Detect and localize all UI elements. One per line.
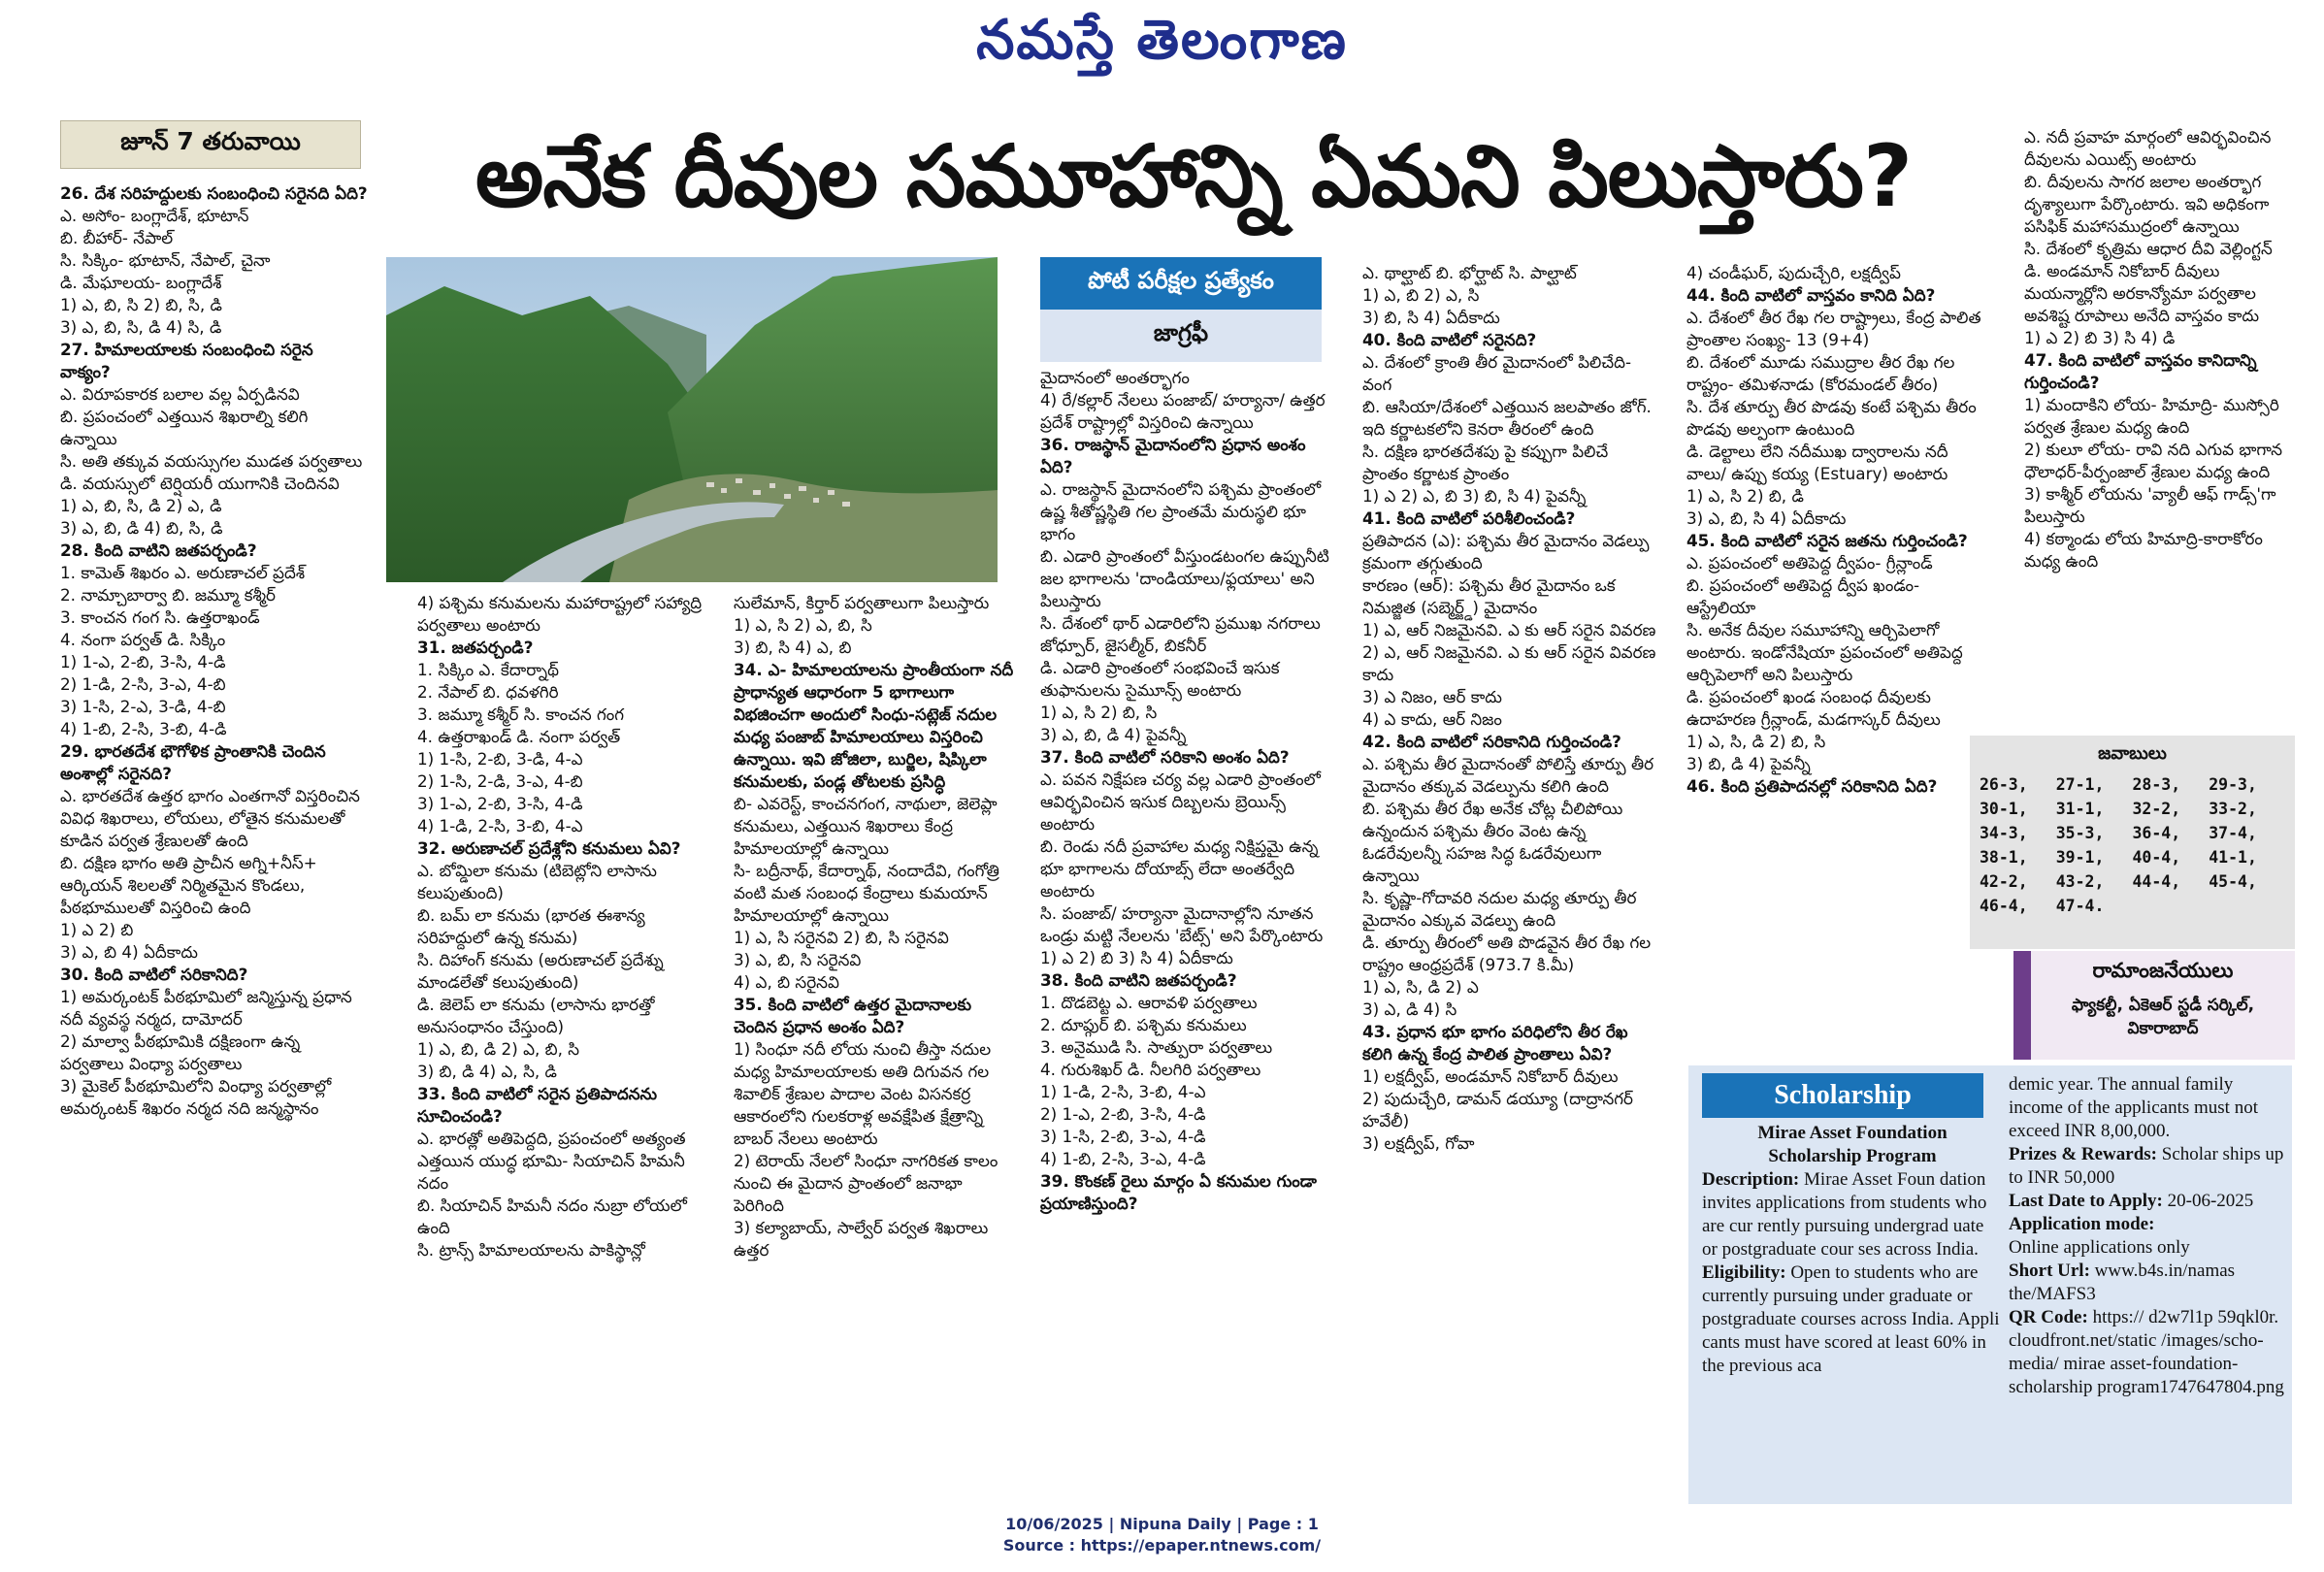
option-text: 1) ఎ 2) ఎ, బి 3) బి, సి 4) పైవన్నీ: [1362, 486, 1587, 506]
option-text: బి. ప్రపంచంలో అతిపెద్ద ద్వీప ఖండం- ఆస్ట్రేలియా: [1686, 575, 1920, 617]
scholarship-eligibility: [1702, 1261, 2003, 1378]
option-text: డి. తూర్పు తీరంలో అతి పొడవైన తీర రేఖ గల రాష్ట్రం ఆంధ్రప్రదేశ్ (973.7 కి.మీ): [1362, 933, 1652, 974]
option-text: 3) ఎ నిజం, ఆర్ కాదు: [1362, 687, 1502, 706]
scholarship-short-url: [2009, 1260, 2285, 1306]
option-text: 1) అమర్కంటక్ పీఠభూమిలో జన్మిస్తున్న ప్రధాన నదీ వ్యవస్థ నర్మద, దామోదర్: [60, 987, 352, 1029]
option-text: బి. బీహార్- నేపాల్: [60, 228, 174, 247]
option-text: 1) 1-సి, 2-బి, 3-డి, 4-ఎ: [417, 749, 583, 769]
option-text: 4) కఠ్మాండు లోయ హిమాద్రి-కారాకోరం మధ్య ఉంది: [2024, 529, 2263, 571]
question-text: 27. హిమాలయాలకు సంబంధించి సరైన వాక్యం?: [60, 340, 313, 381]
scholarship-title-line2: Scholarship Program: [1768, 1146, 1937, 1166]
answer-item: 26-3,: [1980, 775, 2028, 794]
option-text: ఎ. పశ్చిమ తీర మైదానంతో పోలిస్తే తూర్పు తీర మైదానం తక్కువ వెడల్పును కలిగి ఉంది: [1362, 754, 1654, 796]
option-text: ఎ. నదీ ప్రవాహ మార్గంలో ఆవిర్భవించిన దీవులను ఎయిట్స్ అంటారు: [2024, 127, 2272, 169]
option-text: ఎ. థాల్ఘాట్ బి. భోర్ఘాట్ సి. పాల్ఘాట్: [1362, 263, 1577, 282]
option-text: బి. దీవులను సాగర జలాల అంతర్భాగ దృశ్యాలుగా పేర్కొంటారు. ఇవి అధికంగా పసిఫిక్ మహాసముద్రంలో ఉన్నాయి: [2024, 172, 2270, 236]
question-text: 43. ప్రధాన భూ భాగం పరిధిలోని తీర రేఖ కలిగి ఉన్న కేంద్ర పాలిత ప్రాంతాలు ఏవి?: [1362, 1022, 1628, 1064]
description-label: Description:: [1702, 1169, 1800, 1190]
option-text: 3) ఎ, బి, డి 4) పైవన్నీ: [1040, 725, 1187, 744]
qr-code-link[interactable]: https:// d2w7l1p 59qkl0r. cloudfront.net/static /images/scho-media/ mirae asset-foundation-scholarship program1747647804.png: [2009, 1307, 2284, 1397]
option-text: బి. సియాచిన్ హిమనీ నదం నుబ్రా లోయలో ఉంది: [417, 1195, 687, 1237]
answer-item: 44-4,: [2132, 872, 2181, 891]
option-text: 1) ఎ, బి 2) ఎ, సి: [1362, 285, 1480, 305]
article-column-2: [417, 592, 708, 1533]
option-text: బి. ఆసియా/దేశంలో ఎత్తయిన జలపాతం జోగ్. ఇది కర్ణాటకలోని కెనరా తీరంలో ఉంది: [1362, 397, 1652, 439]
option-text: 3. కాంచన గంగ సి. ఉత్తరాఖండ్: [60, 607, 260, 627]
question-text: 46. కింది ప్రతిపాదనల్లో సరికానిది ఏది?: [1686, 776, 1938, 796]
option-text: బి. దేశంలో మూడు సముద్రాల తీర రేఖ గల రాష్ట్రం- తమిళనాడు (కోరమండల్ తీరం): [1686, 352, 1955, 394]
option-text: 4) 1-బి, 2-సి, 3-బి, 4-డి: [60, 719, 227, 738]
answer-item: 45-4,: [2209, 872, 2257, 891]
answer-item: 38-1,: [1980, 848, 2028, 867]
option-text: ఎ. రాజస్థాన్ మైదానంలోని పశ్చిమ ప్రాంతంలో ఉష్ణ శీతోష్ణస్థితి గల ప్రాంతమే మరుస్థలి భూ భాగం: [1040, 479, 1322, 543]
answer-item: 37-4,: [2209, 824, 2257, 842]
option-text: 3) మైకెల్ పీఠభూమిలోని వింధ్యా పర్వతాల్లో అమర్కంటక్ శిఖరం నర్మద నది జన్మస్థానం: [60, 1076, 332, 1118]
option-text: 2. నేపాల్ బి. ధవళగిరి: [417, 682, 559, 702]
author-name: రామాంజనేయులు: [2092, 959, 2234, 982]
answer-item: 32-2,: [2132, 800, 2181, 818]
option-text: 3) ఎ, బి, సి, డి 4) సి, డి: [60, 317, 222, 337]
description-text: Mirae Asset Foun dation invites applications from students who are cur rently pursuing undergrad uate or postgraduate cour ses across India.: [1702, 1169, 1987, 1260]
mode-text: Online applications only: [2009, 1237, 2190, 1258]
option-text: డి. ప్రపంచంలో ఖండ సంబంధ దీవులకు ఉదాహరణ గ్రీన్లాండ్, మడగాస్కర్ దీవులు: [1686, 687, 1941, 729]
option-text: సి. సిక్కిం- భూటాన్, నేపాల్, చైనా: [60, 250, 271, 270]
scholarship-prizes: [2009, 1143, 2285, 1190]
option-text: 1) 1-ఎ, 2-బి, 3-సి, 4-డి: [60, 652, 226, 671]
option-text: ఎ. బోమ్డిలా కనుమ (టిబెట్లోని లాసాను కలుపుతుంది): [417, 861, 657, 902]
option-text: బి- ఎవరెస్ట్, కాంచనగంగ, నాథులా, జెలెప్లా కనుమలు, ఎత్తయిన శిఖరాలు కేంద్ర హిమాలయాల్లో ఉన్నాయి: [734, 794, 998, 858]
answer-key-title: జవాబులు: [2098, 743, 2167, 764]
url-label: Short Url:: [2009, 1261, 2090, 1281]
option-text: 3) ఎ, డి 4) సి: [1362, 999, 1457, 1019]
answer-item: 36-4,: [2132, 824, 2181, 842]
answer-item: 33-2,: [2209, 800, 2257, 818]
option-text: 2) టెరాయ్ నేలలో సింధూ నాగరికత కాలం నుంచి ఈ మైదాన ప్రాంతంలో జనాభా పెరిగింది: [734, 1151, 998, 1215]
scholarship-mode: [2009, 1213, 2285, 1236]
question-text: 41. కింది వాటిలో పరిశీలించండి?: [1362, 508, 1576, 528]
option-text: 2) కులూ లోయ- రావి నది ఎగువ భాగాన ధౌలాధర్-పీర్పంజాల్ శ్రేణుల మధ్య ఉంది: [2024, 440, 2283, 481]
option-text: బి. బమ్ లా కనుమ (భారత ఈశాన్య సరిహద్దులో ఉన్న కనుమ): [417, 905, 645, 947]
question-text: 36. రాజస్థాన్ మైదానంలోని ప్రధాన అంశం ఏది?: [1040, 435, 1306, 476]
mode-label: Application mode:: [2009, 1214, 2155, 1234]
question-text: 45. కింది వాటిలో సరైన జతను గుర్తించండి?: [1686, 531, 1968, 550]
option-text: 3) 1-సి, 2-ఎ, 3-డి, 4-బి: [60, 697, 226, 716]
option-text: ఎ. దేశంలో తీర రేఖ గల రాష్ట్రాలు, కేంద్ర పాలిత ప్రాంతాల సంఖ్య- 13 (9+4): [1686, 308, 1981, 349]
option-text: బి. దక్షిణ భాగం అతి ప్రాచీన అగ్ని+నీస్+ ఆర్కియన్ శిలలతో నిర్మితమైన కొండలు, పీఠభూములతో విస్తరించి ఉంది: [60, 853, 317, 917]
answer-item: 29-3,: [2209, 775, 2257, 794]
scholarship-qr: [2009, 1306, 2285, 1399]
scholarship-box: [1688, 1065, 2292, 1504]
deadline-text: 20-06-2025: [2167, 1191, 2254, 1211]
option-text: సులేమాన్, కిర్తార్ పర్వతాలుగా పిలుస్తారు: [734, 593, 990, 612]
answer-item: 27-1,: [2055, 775, 2105, 794]
eligibility-text: Open to students who are currently pursuing under graduate or postgraduate courses across India. Appli cants must have scored at least 60% in the previous aca: [1702, 1262, 2000, 1376]
question-text: 34. ఎ- హిమాలయాలను ప్రాంతీయంగా నదీ ప్రాధాన్యత ఆధారంగా 5 భాగాలుగా విభజించగా అందులో సింధు-సట్లెజ్ నదుల మధ్య పంజాబ్ హిమాలయాలు విస్తరించి ఉన్నాయి. ఇవి జోజిలా, బుర్జిల, షిప్కిలా కనుమలకు, పండ్ల తోటలకు ప్రసిద్ధి: [734, 660, 1014, 791]
option-text: 3) ఎ, బి 4) ఏదీకాదు: [60, 942, 198, 962]
option-text: సి- బద్రీనాథ్, కేదార్నాథ్, నందాదేవి, గంగోత్రి వంటి మత సంబంధ కేంద్రాలు కుమయాన్ హిమాలయాల్లో ఉన్నాయి: [734, 861, 999, 925]
scholarship-deadline: [2009, 1190, 2285, 1213]
option-text: 3) బి, డి 4) ఎ, సి, డి: [417, 1062, 557, 1081]
answer-item: 43-2,: [2055, 872, 2105, 891]
question-text: 39. కొంకణ్ రైలు మార్గం ఏ కనుమల గుండా ప్రయాణిస్తుంది?: [1040, 1171, 1317, 1213]
option-text: 1) ఎ, బి, డి 2) ఎ, బి, సి: [417, 1039, 580, 1059]
option-text: 1) ఎ 2) బి 3) సి 4) ఏదీకాదు: [1040, 948, 1233, 967]
scholarship-right-column: [2009, 1073, 2285, 1500]
option-text: 2) మాల్వా పీఠభూమికి దక్షిణంగా ఉన్న పర్వతాలు వింధ్యా పర్వతాలు: [60, 1032, 301, 1073]
question-text: 35. కింది వాటిలో ఉత్తర మైదానాలకు చెందిన ప్రధాన అంశం ఏది?: [734, 995, 972, 1036]
option-text: కారణం (ఆర్): పశ్చిమ తీర మైదానం ఒక నిమజ్జిత (సబ్మెర్జ్డ్) మైదానం: [1362, 575, 1616, 617]
option-text: ఎ. విరూపకారక బలాల వల్ల ఏర్పడినవి: [60, 384, 300, 404]
option-text: 1) మందాకిని లోయ- హిమాద్రి- ముస్సోరి పర్వత శ్రేణుల మధ్య ఉంది: [2024, 395, 2279, 437]
option-text: డి. మేఘాలయ- బంగ్లాదేశ్: [60, 273, 222, 292]
option-text: సి. కృష్ణా-గోదావరి నదుల మధ్య తూర్పు తీర మైదానం ఎక్కువ వెడల్పు ఉంది: [1362, 888, 1637, 930]
option-text: 4) 1-డి, 2-సి, 3-బి, 4-ఎ: [417, 816, 583, 835]
question-text: 44. కింది వాటిలో వాస్తవం కానిది ఏది?: [1686, 285, 1936, 305]
option-text: ఎ. భారత్లో అతిపెద్దది, ప్రపంచంలో అత్యంత ఎత్తయిన యుద్ధ భూమి- సియాచిన్ హిమనీ నదం: [417, 1129, 686, 1193]
option-text: 2. దూప్గుర్ బి. పశ్చిమ కనుమలు: [1040, 1015, 1247, 1034]
answer-item: 35-3,: [2055, 824, 2105, 842]
question-text: 33. కింది వాటిలో సరైన ప్రతిపాదనను సూచించండి?: [417, 1084, 658, 1126]
question-text: 38. కింది వాటిని జతపర్చండి?: [1040, 970, 1237, 990]
option-text: డి. ఎడారి ప్రాంతంలో సంభవించే ఇసుక తుఫానులను సైమూన్స్ అంటారు: [1040, 658, 1280, 700]
question-text: 29. భారతదేశ భౌగోళిక ప్రాంతానికి చెందిన అంశాల్లో సరైనది?: [60, 741, 326, 783]
scholarship-left-column: [1702, 1073, 2003, 1500]
option-text: 3) బి, సి 4) ఎ, బి: [734, 638, 852, 657]
question-text: 28. కింది వాటిని జతపర్చండి?: [60, 540, 257, 560]
option-text: 2. నామ్చాబార్వా బి. జమ్మూ కశ్మీర్: [60, 585, 277, 605]
option-text: సి. పంజాబ్/ హర్యానా మైదానాల్లోని నూతన ఒండ్రు మట్టి నేలలను 'బేట్స్' అని పేర్కొంటారు: [1040, 903, 1324, 945]
author-box: [2013, 951, 2295, 1060]
option-text: 3) ఎ, బి, సి సరైనవి: [734, 950, 862, 969]
option-text: 1) ఎ 2) బి: [60, 920, 134, 939]
option-text: 4. గురుశిఖర్ డి. నీలగిరి పర్వతాలు: [1040, 1060, 1261, 1079]
option-text: ఎ. దేశంలో క్రాంతి తీర మైదానంలో పిలిచేది- వంగ: [1362, 352, 1631, 394]
subject-geography: జాగ్రఫీ: [1040, 310, 1322, 362]
deadline-label: Last Date to Apply:: [2009, 1191, 2163, 1211]
scholarship-description: [1702, 1168, 2003, 1261]
answer-item: 39-1,: [2055, 848, 2105, 867]
newspaper-masthead: నమస్తే తెలంగాణ: [976, 8, 1348, 72]
option-text: 3) కల్యాబాయ్, సాల్వేర్ పర్వత శిఖరాలు ఉత్తర: [734, 1218, 989, 1260]
answer-item: 40-4,: [2132, 848, 2181, 867]
option-text: 2) ఎ, ఆర్ నిజమైనవి. ఎ కు ఆర్ సరైన వివరణ కాదు: [1362, 642, 1656, 684]
option-text: 4) రే/కల్లార్ నేలలు పంజాబ్/ హర్యానా/ ఉత్తర ప్రదేశ్ రాష్ట్రాల్లో విస్తరించి ఉన్నాయి: [1040, 390, 1326, 432]
option-text: సి. అనేక దీవుల సమూహాన్ని ఆర్చిపెలాగో అంటారు. ఇండోనేషియా ప్రపంచంలో అతిపెద్ద ఆర్చిపెలాగో అని పిలుస్తారు: [1686, 620, 1963, 684]
option-text: 3) ఎ, బి, డి 4) బి, సి, డి: [60, 518, 223, 538]
option-text: 4) చండీఘర్, పుదుచ్చేరి, లక్షద్వీప్: [1686, 263, 1901, 282]
option-text: 1) ఎ, బి, సి 2) బి, సి, డి: [60, 295, 222, 314]
option-text: సి. దేశంలో థార్ ఎడారిలోని ప్రముఖ నగరాలు జోధ్పూర్, జైసల్మీర్, బికనీర్: [1040, 613, 1321, 655]
option-text: బి. ఎడారి ప్రాంతంలో వీస్తుండటంగల ఉప్పునీటి జల భాగాలను 'దాండియాలు/ఫ్లయాలు' అని పిలుస్తారు: [1040, 546, 1329, 610]
answer-item: 46-4,: [1980, 897, 2028, 915]
option-text: 2) పుదుచ్చేరి, డామన్ డయ్యూ (దాద్రానగర్ హవేలీ): [1362, 1089, 1633, 1130]
competitive-exam-special: పోటీ పరీక్షల ప్రత్యేకం: [1040, 257, 1322, 310]
answer-item: 47-4.: [2055, 897, 2105, 915]
eligibility-label: Eligibility:: [1702, 1262, 1786, 1283]
article-column-3: [734, 592, 1015, 1533]
option-text: 2) 1-ఎ, 2-బి, 3-సి, 4-డి: [1040, 1104, 1206, 1124]
answer-key-box: [1970, 736, 2295, 949]
question-text: 42. కింది వాటిలో సరికానిది గుర్తించండి?: [1362, 732, 1621, 751]
option-text: 1) ఎ, సి 2) బి, డి: [1686, 486, 1804, 506]
question-text: 31. జతపర్చండి?: [417, 638, 534, 657]
eligibility-continued: demic year. The annual family income of the applicants must not exceed INR 8,00,000.: [2009, 1074, 2258, 1141]
option-text: 1) ఎ, సి, డి 2) బి, సి: [1686, 732, 1826, 751]
option-text: 3. జమ్మూ కశ్మీర్ సి. కాంచన గంగ: [417, 704, 625, 724]
option-text: 4) ఎ కాదు, ఆర్ నిజం: [1362, 709, 1502, 729]
option-text: 1) ఎ, సి సరైనవి 2) బి, సి సరైనవి: [734, 928, 949, 947]
option-text: 3) బి, సి 4) ఏదీకాదు: [1362, 308, 1500, 327]
option-text: 1) ఎ, సి 2) ఎ, బి, సి: [734, 615, 872, 635]
option-text: 1. సిక్కిం ఎ. కేదార్నాథ్: [417, 660, 559, 679]
question-text: 32. అరుణాచల్ ప్రదేశ్లోని కనుమలు ఏవి?: [417, 838, 681, 858]
option-text: 1) లక్షద్వీప్, అండమాన్ నికోబార్ దీవులు: [1362, 1066, 1619, 1086]
option-text: సి. దేశ తూర్పు తీర పొడవు కంటే పశ్చిమ తీరం పొడవు అల్పంగా ఉంటుంది: [1686, 397, 1977, 439]
option-text: 2) 1-డి, 2-సి, 3-ఎ, 4-బి: [60, 674, 226, 694]
prizes-text: Scholar ships up to INR 50,000: [2009, 1144, 2284, 1188]
option-text: 1) 1-డి, 2-సి, 3-బి, 4-ఎ: [1040, 1082, 1206, 1101]
qr-label: QR Code:: [2009, 1307, 2088, 1327]
article-column-1: [60, 182, 369, 1531]
footer-date-line: 10/06/2025 | Nipuna Daily | Page : 1: [1005, 1515, 1319, 1533]
short-url-link[interactable]: www.b4s.in/namas the/MAFS3: [2009, 1261, 2236, 1304]
option-text: ఎ. భారతదేశ ఉత్తర భాగం ఎంతగానో విస్తరించిన వివిధ శిఖరాలు, లోయలు, లోతైన కనుమలతో కూడిన పర్వత శ్రేణులతో ఉంది: [60, 786, 360, 850]
option-text: 1) ఎ, బి, సి, డి 2) ఎ, డి: [60, 496, 222, 515]
option-text: 3) 1-సి, 2-బి, 3-ఎ, 4-డి: [1040, 1127, 1206, 1146]
option-text: 3) లక్షద్వీప్, గోవా: [1362, 1133, 1475, 1153]
option-text: డి. జెలెప్ లా కనుమ (లాసాను భారత్తో అనుసంధానం చేస్తుంది): [417, 995, 655, 1036]
answer-item: 42-2,: [1980, 872, 2028, 891]
continuation-tag: జూన్ 7 తరువాయి: [60, 120, 361, 169]
option-text: 4. నంగా పర్వత్ డి. సిక్కిం: [60, 630, 226, 649]
answer-item: 34-3,: [1980, 824, 2028, 842]
question-text: 40. కింది వాటిలో సరైనది?: [1362, 330, 1537, 349]
option-text: మైదానంలో అంతర్భాగం: [1040, 368, 1190, 387]
option-text: 3. అనైముడి సి. సాత్పురా పర్వతాలు: [1040, 1037, 1273, 1057]
option-text: డి. డెల్టాలు లేని నదీముఖ ద్వారాలను నదీ వాలు/ ఉప్పు కయ్య (Estuary) అంటారు: [1686, 442, 1948, 483]
option-text: 1) ఎ 2) బి 3) సి 4) డి: [2024, 328, 2176, 347]
author-role: ఫ్యాకల్టీ, ఏకెఆర్ స్టడీ సర్కిల్, వికారాబాద్: [2071, 996, 2255, 1038]
option-text: 1) సింధూ నదీ లోయ నుంచి తీస్తా నదుల మధ్య హిమాలయాలకు అతి దిగువన గల శివాలిక్ శ్రేణుల పాదాల వెంట విసనకర్ర ఆకారంలోని గులకరాళ్ల అవక్షేపిత క్షేత్రాన్ని బాబర్ నేలలు అంటారు: [734, 1039, 992, 1148]
option-text: 3) 1-ఎ, 2-బి, 3-సి, 4-డి: [417, 794, 583, 813]
prizes-label: Prizes & Rewards:: [2009, 1144, 2158, 1164]
option-text: 1) ఎ, సి 2) బి, సి: [1040, 703, 1158, 722]
answer-item: 30-1,: [1980, 800, 2028, 818]
question-text: 26. దేశ సరిహద్దులకు సంబంధించి సరైనది ఏది?: [60, 183, 368, 203]
option-text: 3) కాశ్మీర్ లోయను 'వ్యాలీ ఆఫ్ గాడ్స్'గా పిలుస్తారు: [2024, 484, 2276, 526]
option-text: 4) ఎ, బి సరైనవి: [734, 972, 839, 992]
article-column-6: [1686, 262, 1989, 1077]
footer-source-line: Source : https://epaper.ntnews.com/: [1002, 1536, 1322, 1555]
option-text: ఎ. ప్రపంచంలో అతిపెద్ద ద్వీపం- గ్రీన్లాండ్: [1686, 553, 1933, 573]
page-footer: [0, 1514, 2324, 1556]
answer-item: 41-1,: [2209, 848, 2257, 867]
option-text: 1) ఎ, సి, డి 2) ఎ: [1362, 977, 1479, 997]
question-text: 30. కింది వాటిలో సరికానిది?: [60, 965, 248, 984]
option-text: 3) ఎ, బి, సి 4) ఏదీకాదు: [1686, 508, 1847, 528]
option-text: 1) ఎ, ఆర్ నిజమైనవి. ఎ కు ఆర్ సరైన వివరణ: [1362, 620, 1656, 639]
option-text: ఎ. అసోం- బంగ్లాదేశ్, భూటాన్: [60, 206, 249, 225]
mountain-valley-image: [386, 257, 998, 582]
option-text: 4) పశ్చిమ కనుమలను మహారాష్ట్రలో సహ్యాద్రి పర్వతాలు అంటారు: [417, 593, 703, 635]
option-text: సి. దేశంలో కృత్రిమ ఆధార దీవి వెల్లింగ్టన్: [2024, 239, 2273, 258]
article-column-4: [1040, 367, 1337, 1533]
option-text: 1. కామెత్ శిఖరం ఎ. అరుణాచల్ ప్రదేశ్: [60, 563, 306, 582]
option-text: 4. ఉత్తరాఖండ్ డి. నంగా పర్వత్: [417, 727, 621, 746]
option-text: 4) 1-బి, 2-సి, 3-ఎ, 4-డి: [1040, 1149, 1206, 1168]
question-text: 37. కింది వాటిలో సరికాని అంశం ఏది?: [1040, 747, 1290, 767]
scholarship-badge: Scholarship: [1702, 1073, 1983, 1118]
option-text: 2) 1-సి, 2-డి, 3-ఎ, 4-బి: [417, 771, 583, 791]
option-text: ప్రతిపాదన (ఎ): పశ్చిమ తీర మైదానం వెడల్పు క్రమంగా తగ్గుతుంది: [1362, 531, 1650, 573]
article-column-5: [1362, 262, 1657, 1533]
question-text: 47. కింది వాటిలో వాస్తవం కానిదాన్ని గుర్తించండి?: [2024, 350, 2257, 392]
option-text: సి. దక్షిణ భారతదేశపు పై కప్పుగా పిలిచే ప్రాంతం కర్ణాటక ప్రాంతం: [1362, 442, 1609, 483]
answer-item: 28-3,: [2132, 775, 2181, 794]
option-text: సి. ట్రాన్స్ హిమాలయాలను పాకిస్థాన్లో: [417, 1240, 645, 1260]
option-text: 1. దొడబెట్ట ఎ. ఆరావళి పర్వతాలు: [1040, 993, 1258, 1012]
option-text: డి. వయస్సులో టెర్షియరీ యుగానికి చెందినవి: [60, 474, 340, 493]
article-column-7: [2024, 126, 2286, 708]
special-section-label: [1040, 257, 1322, 362]
answer-key-grid: [1980, 775, 2285, 915]
option-text: సి. అతి తక్కువ వయస్సుగల ముడత పర్వతాలు: [60, 451, 363, 471]
page-headline: అనేక దీవుల సమూహాన్ని ఏమని పిలుస్తారు?: [475, 126, 1913, 226]
option-text: 3) బి, డి 4) పైవన్నీ: [1686, 754, 1811, 773]
answer-item: 31-1,: [2055, 800, 2105, 818]
option-text: బి. రెండు నదీ ప్రవాహాల మధ్య నిక్షిప్తమై ఉన్న భూ భాగాలను దోయాబ్స్ లేదా అంతర్వేది అంటారు: [1040, 836, 1319, 901]
option-text: డి. అండమాన్ నికోబార్ దీవులు మయన్మార్లోని అరకాన్యోమా పర్వతాల అవశిష్ట రూపాలు అనేది వాస్తవం కాదు: [2024, 261, 2260, 325]
option-text: ఎ. పవన నిక్షేపణ చర్య వల్ల ఎడారి ప్రాంతంలో ఆవిర్భవించిన ఇసుక దిబ్బలను బ్రెయిన్స్ అంటారు: [1040, 770, 1321, 834]
option-text: బి. పశ్చిమ తీర రేఖ అనేక చోట్ల చీలిపోయి ఉన్నందున పశ్చిమ తీరం వెంట ఉన్న ఓడరేవులన్నీ సహజ సిద్ధ ఓడరేవులుగా ఉన్నాయి: [1362, 799, 1623, 885]
valley-photo: [386, 257, 998, 582]
option-text: బి. ప్రపంచంలో ఎత్తయిన శిఖరాల్ని కలిగి ఉన్నాయి: [60, 407, 309, 448]
scholarship-title-line1: Mirae Asset Foundation: [1757, 1123, 1948, 1143]
option-text: సి. దిహాంగ్ కనుమ (అరుణాచల్ ప్రదేశ్ను మాండలేతో కలుపుతుంది): [417, 950, 664, 992]
